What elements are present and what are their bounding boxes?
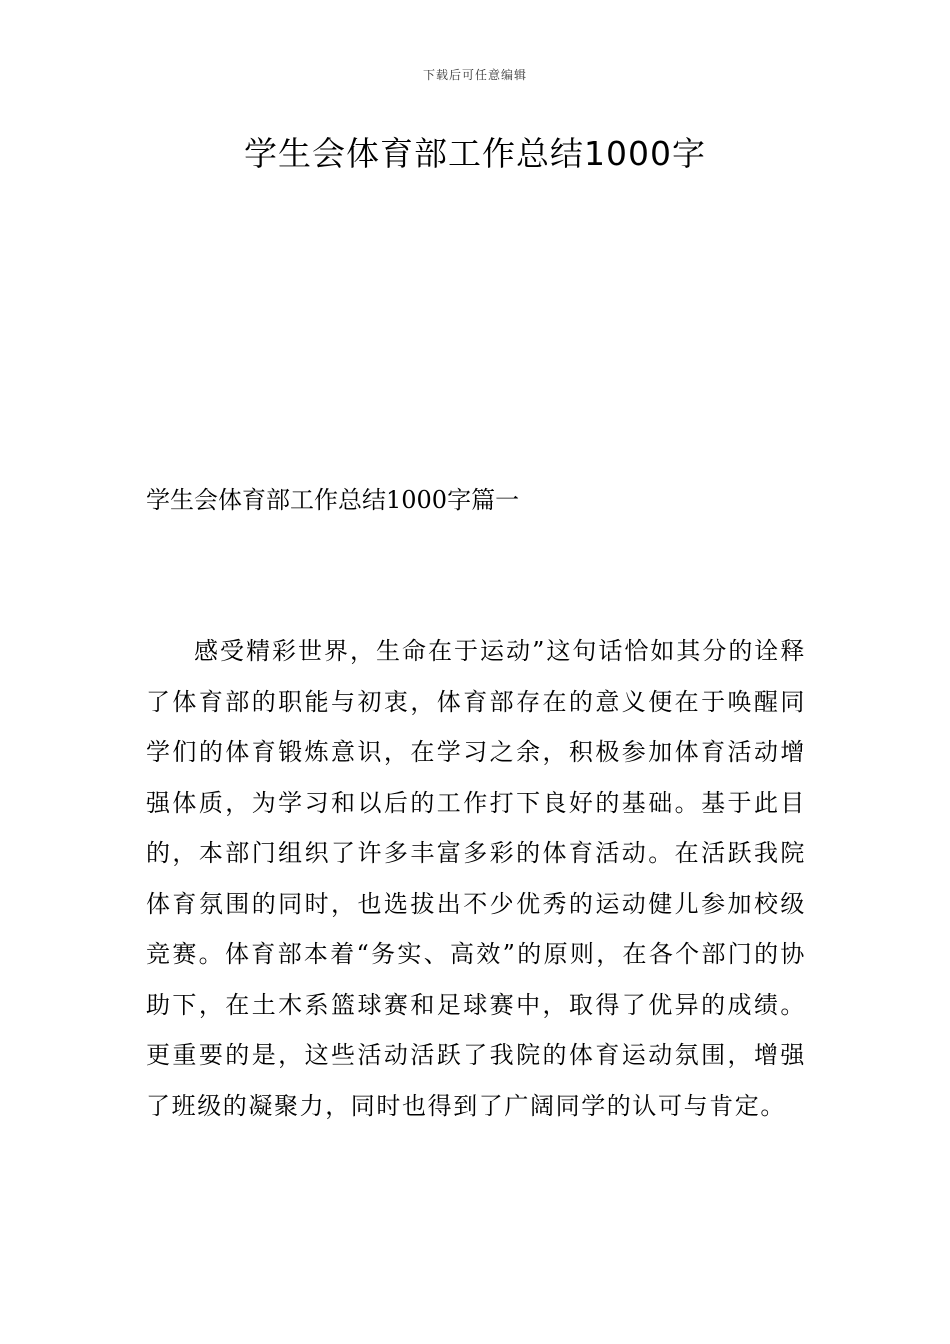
section-heading: 学生会体育部工作总结1000字篇一 bbox=[146, 486, 520, 514]
body-paragraph: 感受精彩世界，生命在于运动”这句话恰如其分的诠释了体育部的职能与初衷，体育部存在的意义便在于唤醒同学们的体育锻炼意识，在学习之余，积极参加体育活动增强体质，为学习和以后的工作打下良好的基础。基于此目的，本部门组织了许多丰富多彩的体育活动。在活跃我院体育氛围的同时，也选拔出不少优秀的运动健儿参加校级竞赛。体育部本着“务实、高效”的原则，在各个部门的协助下，在土木系篮球赛和足球赛中，取得了优异的成绩。更重要的是，这些活动活跃了我院的体育运动氛围，增强了班级的凝聚力，同时也得到了广阔同学的认可与肯定。 bbox=[146, 637, 806, 1120]
header-note: 下载后可任意编辑 bbox=[422, 68, 527, 82]
document-title: 学生会体育部工作总结1000字 bbox=[244, 134, 706, 173]
